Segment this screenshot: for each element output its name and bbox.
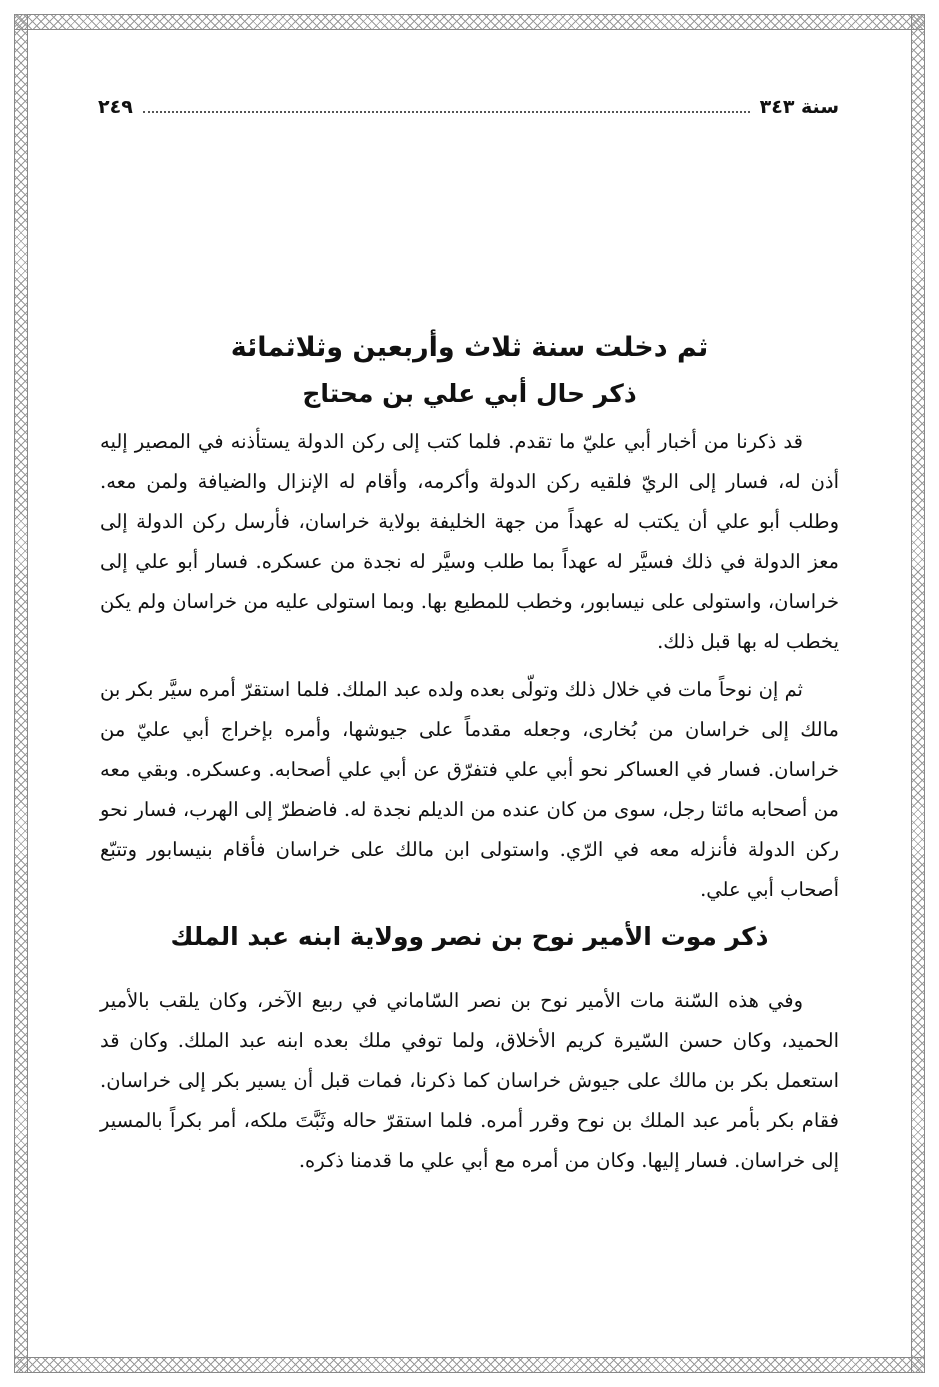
section-title: ذكر موت الأمير نوح بن نصر وولاية ابنه عبد الملك: [170, 922, 769, 951]
page-number: ٢٤٩: [98, 96, 133, 118]
year-title: ثم دخلت سنة ثلاث وأربعين وثلاثمائة: [230, 332, 709, 363]
paragraph: قد ذكرنا من أخبار أبي عليّ ما تقدم. فلما كتب إلى ركن الدولة يستأذنه في المصير إليه أذن له، فسار إلى الريّ فلقيه ركن الدولة وأكرمه، وأقام له الإنزال والضيافة ولمن معه. وطلب أبو علي أن يكتب له عهداً من جهة الخليفة بولاية خراسان، فأرسل ركن الدولة إلى معز الدولة في ذلك فسيَّر له عهداً بما طلب وسيَّر له نجدة من عسكره. فسار أبو علي إلى خراسان، واستولى على نيسابور، وخطب للمطيع بها. وبما استولى عليه من خراسان ولم يكن يخطب له بها قبل ذلك.: [100, 430, 839, 653]
section-title: ذكر حال أبي علي بن محتاج: [302, 379, 637, 408]
page-body: [100, 320, 839, 1189]
paragraph: ثم إن نوحاً مات في خلال ذلك وتولّى بعده ولده عبد الملك. فلما استقرّ أمره سيَّر بكر بن مالك إلى خراسان من بُخارى، وجعله مقدماً على جيوشها، وأمره بإخراج أبي عليّ من خراسان. فسار في العساكر نحو أبي علي فتفرّق عن أبي علي أصحابه. وعسكره. وبقي معه من أصحابه مائتا رجل، سوى من كان عنده من الديلم نجدة له. فاضطرّ إلى الهرب، فسار نحو ركن الدولة فأنزله معه في الرّي. واستولى ابن مالك على خراسان فأقام بنيسابور وتتبّع أصحاب أبي علي.: [100, 678, 839, 901]
running-head: [98, 92, 839, 122]
ornamental-border-top: [14, 14, 925, 30]
ornamental-border-bottom: [14, 1357, 925, 1373]
running-head-leader-dots: [143, 101, 750, 113]
running-head-year: سنة ٣٤٣: [759, 96, 839, 118]
ornamental-border-left: [14, 14, 28, 1373]
paragraph: وفي هذه السّنة مات الأمير نوح بن نصر السّاماني في ربيع الآخر، وكان يلقب بالأمير الحميد، وكان حسن السّيرة كريم الأخلاق، ولما توفي ملك بعده ابنه عبد الملك. وكان قد استعمل بكر بن مالك على جيوش خراسان كما ذكرنا، فمات قبل أن يسير بكر إلى خراسان. فقام بكر بأمر عبد الملك بن نوح وقرر أمره. فلما استقرّ حاله وثَبَّتَ ملكه، أمر بكراً بالمسير إلى خراسان. فسار إليها. وكان من أمره مع أبي علي ما قدمنا ذكره.: [100, 989, 839, 1172]
ornamental-border-right: [911, 14, 925, 1373]
